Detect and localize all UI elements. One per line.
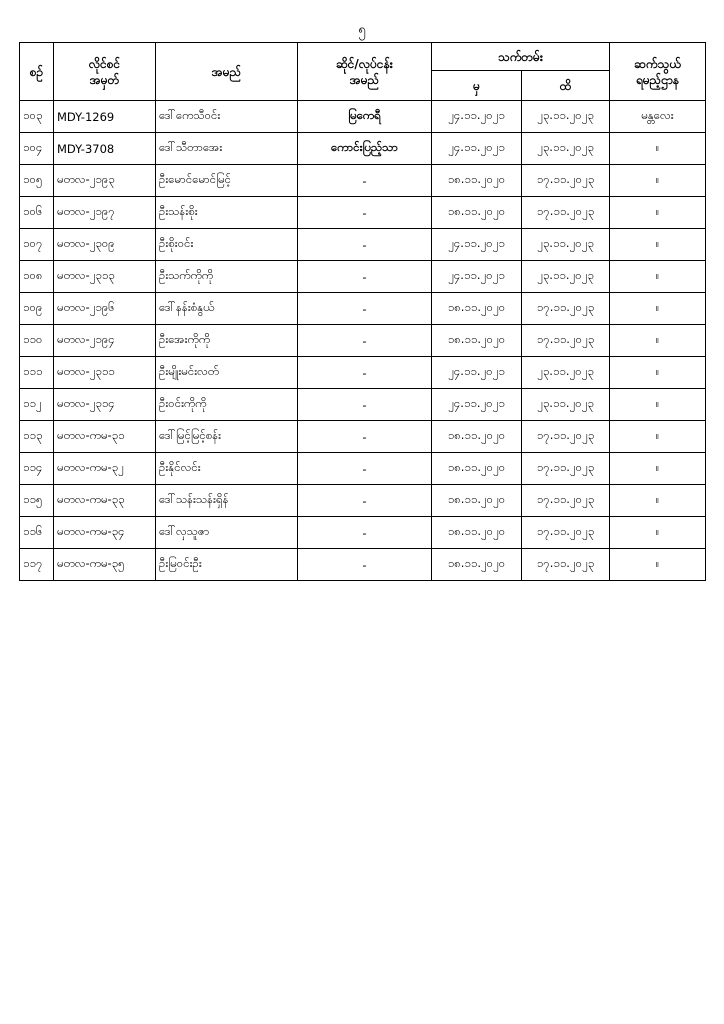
shop-name: - (298, 453, 432, 485)
contact-office: ။ (610, 453, 706, 485)
license-number: မတလ-ကမ-၃၃ (54, 485, 156, 517)
contact-office: ။ (610, 325, 706, 357)
header-to: ထိ (522, 71, 610, 101)
holder-name: ဦးမျိုးမင်းလတ် (156, 357, 298, 389)
license-number: မတလ-ကမ-၃၅ (54, 549, 156, 581)
table-row (20, 133, 706, 165)
license-number: MDY-3708 (54, 133, 156, 165)
valid-to: ၁၇.၁၁.၂၀၂၃ (522, 197, 610, 229)
header-contact-line1: ဆက်သွယ် (634, 56, 681, 71)
table-row (20, 165, 706, 197)
shop-name: မြကေရီ (298, 101, 432, 133)
valid-from: ၂၄.၁၁.၂၀၂၁ (432, 229, 522, 261)
header-contact-line2: ရမည့်ဌာန (635, 72, 680, 87)
shop-name: - (298, 325, 432, 357)
row-number: ၁၁၂ (20, 389, 54, 421)
row-number: ၁၁၄ (20, 453, 54, 485)
table-row (20, 101, 706, 133)
valid-from: ၁၈.၁၁.၂၀၂၀ (432, 485, 522, 517)
table-row (20, 453, 706, 485)
header-license-line1: လိုင်စင် (88, 56, 121, 71)
holder-name: ဒေါ်လှသူဇာ (156, 517, 298, 549)
license-number: မတလ-၂၁၉၆ (54, 293, 156, 325)
license-number: မတလ-၂၃၁၃ (54, 261, 156, 293)
valid-from: ၁၈.၁၁.၂၀၂၀ (432, 197, 522, 229)
valid-to: ၂၃.၁၁.၂၀၂၃ (522, 133, 610, 165)
row-number: ၁၁၃ (20, 421, 54, 453)
license-number: မတလ-၂၃၀၉ (54, 229, 156, 261)
holder-name: ဦးမောင်မောင်မြင့် (156, 165, 298, 197)
shop-name: - (298, 357, 432, 389)
valid-to: ၁၇.၁၁.၂၀၂၃ (522, 165, 610, 197)
row-number: ၁၁၀ (20, 325, 54, 357)
shop-name: - (298, 165, 432, 197)
holder-name: ဒေါ်နန်းစံနွယ် (156, 293, 298, 325)
shop-name: - (298, 549, 432, 581)
table-row (20, 229, 706, 261)
valid-from: ၂၄.၁၁.၂၀၂၁ (432, 101, 522, 133)
contact-office: မန္တလေး (610, 101, 706, 133)
license-number: မတလ-ကမ-၃၁ (54, 421, 156, 453)
row-number: ၁၁၅ (20, 485, 54, 517)
header-contact (610, 43, 706, 101)
table-row (20, 197, 706, 229)
valid-from: ၁၈.၁၁.၂၀၂၀ (432, 517, 522, 549)
shop-name: - (298, 197, 432, 229)
license-number: မတလ-၂၁၉၃ (54, 165, 156, 197)
table-row (20, 325, 706, 357)
row-number: ၁၁၆ (20, 517, 54, 549)
license-number: မတလ-၂၁၉၇ (54, 197, 156, 229)
holder-name: ဒေါ်သန်းသန်းရှိန် (156, 485, 298, 517)
row-number: ၁၀၇ (20, 229, 54, 261)
license-table (19, 42, 706, 581)
table-row (20, 549, 706, 581)
contact-office: ။ (610, 549, 706, 581)
valid-from: ၁၈.၁၁.၂၀၂၀ (432, 325, 522, 357)
table-row (20, 517, 706, 549)
table-row (20, 421, 706, 453)
header-shop-line2: အမည် (349, 72, 380, 87)
contact-office: ။ (610, 293, 706, 325)
valid-from: ၁၈.၁၁.၂၀၂၀ (432, 293, 522, 325)
header-no: စဉ် (20, 43, 54, 101)
header-name: အမည် (156, 43, 298, 101)
valid-from: ၁၈.၁၁.၂၀၂၀ (432, 549, 522, 581)
valid-to: ၁၇.၁၁.၂၀၂၃ (522, 325, 610, 357)
license-number: မတလ-ကမ-၃၄ (54, 517, 156, 549)
table-row (20, 485, 706, 517)
valid-to: ၁၇.၁၁.၂၀၂၃ (522, 549, 610, 581)
table-row (20, 357, 706, 389)
shop-name: - (298, 485, 432, 517)
contact-office: ။ (610, 357, 706, 389)
contact-office: ။ (610, 165, 706, 197)
holder-name: ဦးစိုးဝင်း (156, 229, 298, 261)
row-number: ၁၀၃ (20, 101, 54, 133)
valid-to: ၁၇.၁၁.၂၀၂၃ (522, 517, 610, 549)
holder-name: ဒေါ်သီတာအေး (156, 133, 298, 165)
valid-to: ၂၃.၁၁.၂၀၂၃ (522, 389, 610, 421)
license-number: မတလ-၂၁၉၄ (54, 325, 156, 357)
valid-from: ၂၄.၁၁.၂၀၂၁ (432, 261, 522, 293)
contact-office: ။ (610, 133, 706, 165)
table-row (20, 293, 706, 325)
header-license-line2: အမှတ် (89, 72, 120, 87)
license-number: မတလ-၂၃၁၄ (54, 389, 156, 421)
valid-to: ၁၇.၁၁.၂၀၂၃ (522, 485, 610, 517)
header-shop-line1: ဆိုင်/လုပ်ငန်း (336, 56, 393, 71)
row-number: ၁၀၈ (20, 261, 54, 293)
row-number: ၁၁၁ (20, 357, 54, 389)
table-body (20, 101, 706, 581)
valid-from: ၂၄.၁၁.၂၀၂၁ (432, 389, 522, 421)
shop-name: - (298, 229, 432, 261)
shop-name: - (298, 293, 432, 325)
valid-from: ၁၈.၁၁.၂၀၂၀ (432, 421, 522, 453)
shop-name: ကောင်းပြည့်သာ (298, 133, 432, 165)
contact-office: ။ (610, 197, 706, 229)
valid-to: ၂၃.၁၁.၂၀၂၃ (522, 357, 610, 389)
holder-name: ဒေါ်မြင့်မြင့်စန်း (156, 421, 298, 453)
table-row (20, 389, 706, 421)
header-shop (298, 43, 432, 101)
shop-name: - (298, 389, 432, 421)
header-validity: သက်တမ်း (432, 43, 610, 71)
contact-office: ။ (610, 517, 706, 549)
valid-from: ၂၄.၁၁.၂၀၂၁ (432, 357, 522, 389)
header-row (20, 43, 706, 71)
holder-name: ဦးသန်းစိုး (156, 197, 298, 229)
contact-office: ။ (610, 485, 706, 517)
license-number: မတလ-၂၃၁၁ (54, 357, 156, 389)
holder-name: ဦးနိုင်လင်း (156, 453, 298, 485)
valid-to: ၂၃.၁၁.၂၀၂၃ (522, 229, 610, 261)
holder-name: ဦးသက်ကိုကို (156, 261, 298, 293)
license-number: MDY-1269 (54, 101, 156, 133)
valid-to: ၁၇.၁၁.၂၀၂၃ (522, 453, 610, 485)
shop-name: - (298, 261, 432, 293)
header-from: မှ (432, 71, 522, 101)
valid-from: ၁၈.၁၁.၂၀၂၀ (432, 165, 522, 197)
holder-name: ဦးအေးကိုကို (156, 325, 298, 357)
license-number: မတလ-ကမ-၃၂ (54, 453, 156, 485)
contact-office: ။ (610, 229, 706, 261)
row-number: ၁၁၇ (20, 549, 54, 581)
row-number: ၁၀၆ (20, 197, 54, 229)
valid-from: ၁၈.၁၁.၂၀၂၀ (432, 453, 522, 485)
row-number: ၁၀၉ (20, 293, 54, 325)
holder-name: ဦးမြဝင်းဦး (156, 549, 298, 581)
row-number: ၁၀၅ (20, 165, 54, 197)
contact-office: ။ (610, 261, 706, 293)
table-row (20, 261, 706, 293)
valid-to: ၂၃.၁၁.၂၀၂၃ (522, 101, 610, 133)
holder-name: ဦးဝင်းကိုကို (156, 389, 298, 421)
shop-name: - (298, 517, 432, 549)
header-license (54, 43, 156, 101)
valid-from: ၂၄.၁၁.၂၀၂၁ (432, 133, 522, 165)
shop-name: - (298, 421, 432, 453)
valid-to: ၁၇.၁၁.၂၀၂၃ (522, 293, 610, 325)
holder-name: ဒေါ်ကေသီဝင်း (156, 101, 298, 133)
contact-office: ။ (610, 389, 706, 421)
valid-to: ၂၃.၁၁.၂၀၂၃ (522, 261, 610, 293)
valid-to: ၁၇.၁၁.၂၀၂၃ (522, 421, 610, 453)
row-number: ၁၀၄ (20, 133, 54, 165)
contact-office: ။ (610, 421, 706, 453)
page-number: ၅ (358, 22, 366, 38)
